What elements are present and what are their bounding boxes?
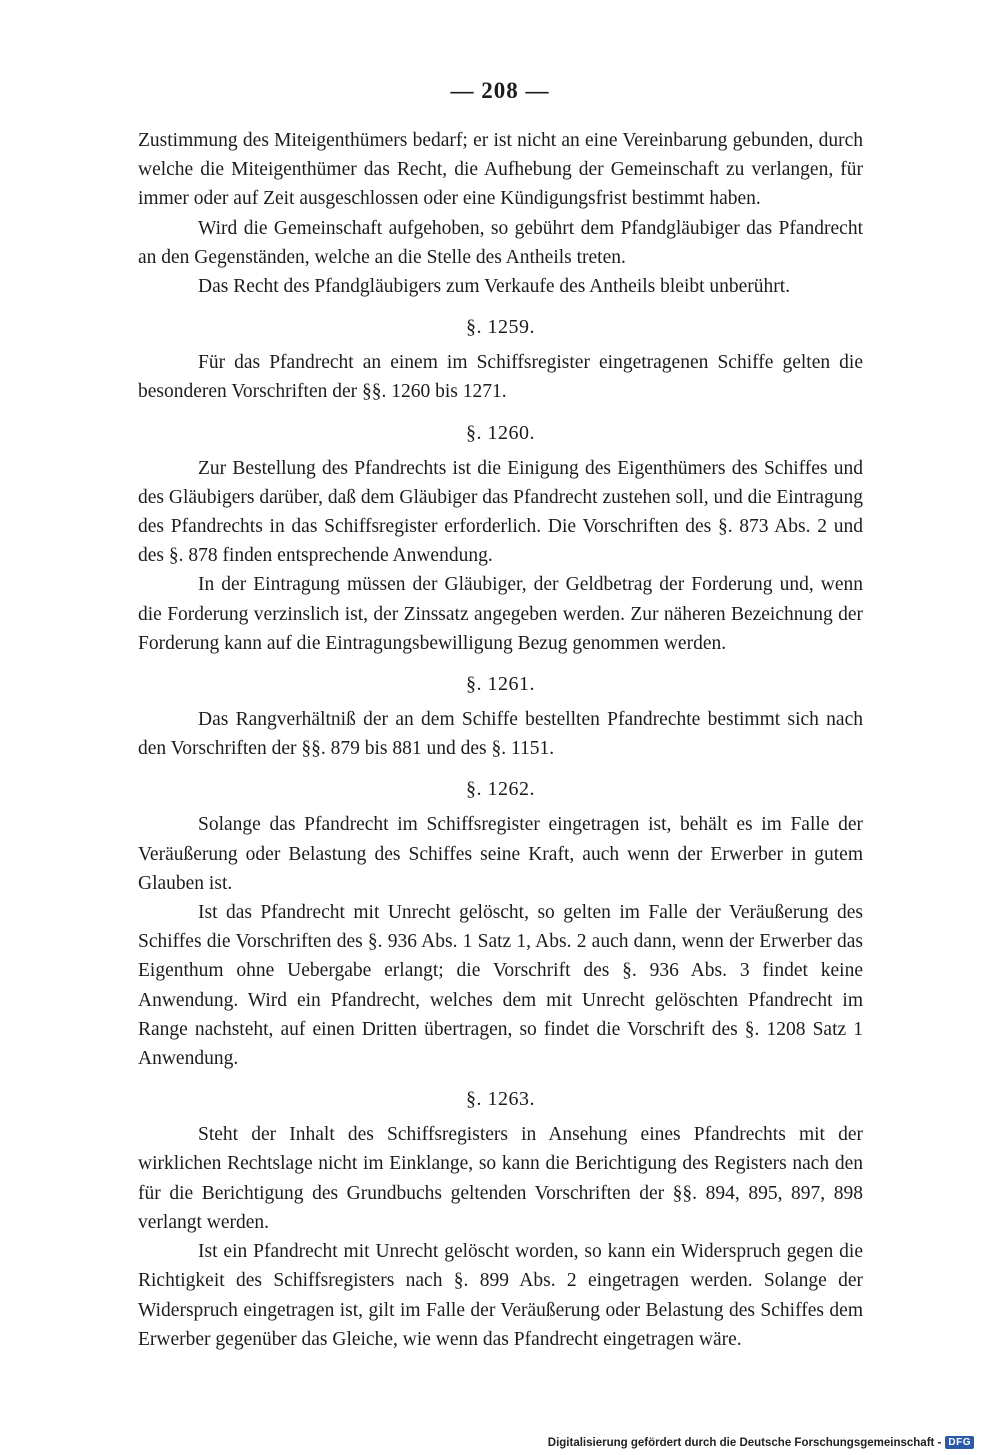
section-1260-paragraph-1: Zur Bestellung des Pfandrechts ist die Einigung des Eigenthümers des Schiffes und des Gläubigers darüber, daß dem Gläubiger das Pfandrecht zustehen soll, und die Eintragung des Pfandrechts in das Schiffsregister erforderlich. Die Vorschriften des §. 873 Abs. 2 und des §. 878 finden entsprechende Anwendung. xyxy=(138,457,863,567)
section-heading-1261: §. 1261. xyxy=(466,673,535,696)
section-1261-paragraph-1: Das Rangverhältniß der an dem Schiffe bestellten Pfandrechte bestimmt sich nach den Vorschriften der §§. 879 bis 881 und des §. 1151. xyxy=(138,709,863,760)
digitization-credit xyxy=(548,1436,974,1449)
dfg-logo: DFG xyxy=(945,1436,974,1449)
intro-paragraph-1: Zustimmung des Miteigenthümers bedarf; er ist nicht an eine Vereinbarung gebunden, durch welche die Miteigenthümer das Recht, die Aufhebung der Gemeinschaft zu verlangen, für immer oder auf Zeit ausgeschlossen oder eine Kündigungsfrist bestimmt haben. xyxy=(138,130,863,210)
section-heading-1259: §. 1259. xyxy=(466,316,535,339)
section-1259-paragraph-1: Für das Pfandrecht an einem im Schiffsregister eingetragenen Schiffe gelten die besonderen Vorschriften der §§. 1260 bis 1271. xyxy=(138,352,863,403)
section-heading-1262: §. 1262. xyxy=(466,778,535,801)
credit-text: Digitalisierung gefördert durch die Deutsche Forschungsgemeinschaft - xyxy=(547,1436,942,1449)
section-heading-1263: §. 1263. xyxy=(466,1088,535,1111)
section-1263-paragraph-2: Ist ein Pfandrecht mit Unrecht gelöscht worden, so kann ein Widerspruch gegen die Richtigkeit des Schiffsregisters nach §. 899 Abs. 2 eingetragen werden. Solange der Widerspruch eingetragen ist, gilt im Falle der Veräußerung oder Belastung des Schiffes dem Erwerber gegenüber das Gleiche, wie wenn das Pfandrecht eingetragen wäre. xyxy=(138,1241,863,1350)
body-text xyxy=(138,126,863,1354)
section-1262-paragraph-2: Ist das Pfandrecht mit Unrecht gelöscht, so gelten im Falle der Veräußerung des Schiffes die Vorschriften des §. 936 Abs. 1 Satz 1, Abs. 2 auch dann, wenn der Erwerber das Eigenthum ohne Uebergabe erlangt; die Vorschrift des §. 936 Abs. 3 findet keine Anwendung. Wird ein Pfandrecht, welches dem mit Unrecht gelöschten Pfandrecht im Range nachsteht, auf einen Dritten übertragen, so findet die Vorschrift des §. 1208 Satz 1 Anwendung. xyxy=(138,902,863,1070)
section-1262-paragraph-1: Solange das Pfandrecht im Schiffsregister eingetragen ist, behält es im Falle der Veräußerung oder Belastung des Schiffes seine Kraft, auch wenn der Erwerber in gutem Glauben ist. xyxy=(138,814,863,894)
section-1260-paragraph-2: In der Eintragung müssen der Gläubiger, der Geldbetrag der Forderung und, wenn die Forderung verzinslich ist, der Zinssatz angegeben werden. Zur näheren Bezeichnung der Forderung kann auf die Eintragungsbewilligung Bezug genommen werden. xyxy=(138,574,863,654)
section-1263-paragraph-1: Steht der Inhalt des Schiffsregisters in Ansehung eines Pfandrechts mit der wirklichen Rechtslage nicht im Einklange, so kann die Berichtigung des Registers nach den für die Berichtigung des Grundbuchs geltenden Vorschriften der §§. 894, 895, 897, 898 verlangt werden. xyxy=(138,1124,863,1233)
section-heading-1260: §. 1260. xyxy=(466,421,535,444)
page-number: — 208 — xyxy=(450,78,550,103)
intro-paragraph-3: Das Recht des Pfandgläubigers zum Verkaufe des Antheils bleibt unberührt. xyxy=(198,276,791,298)
intro-paragraph-2: Wird die Gemeinschaft aufgehoben, so gebührt dem Pfandgläubiger das Pfandrecht an den Gegenständen, welche an die Stelle des Antheils treten. xyxy=(138,217,863,268)
